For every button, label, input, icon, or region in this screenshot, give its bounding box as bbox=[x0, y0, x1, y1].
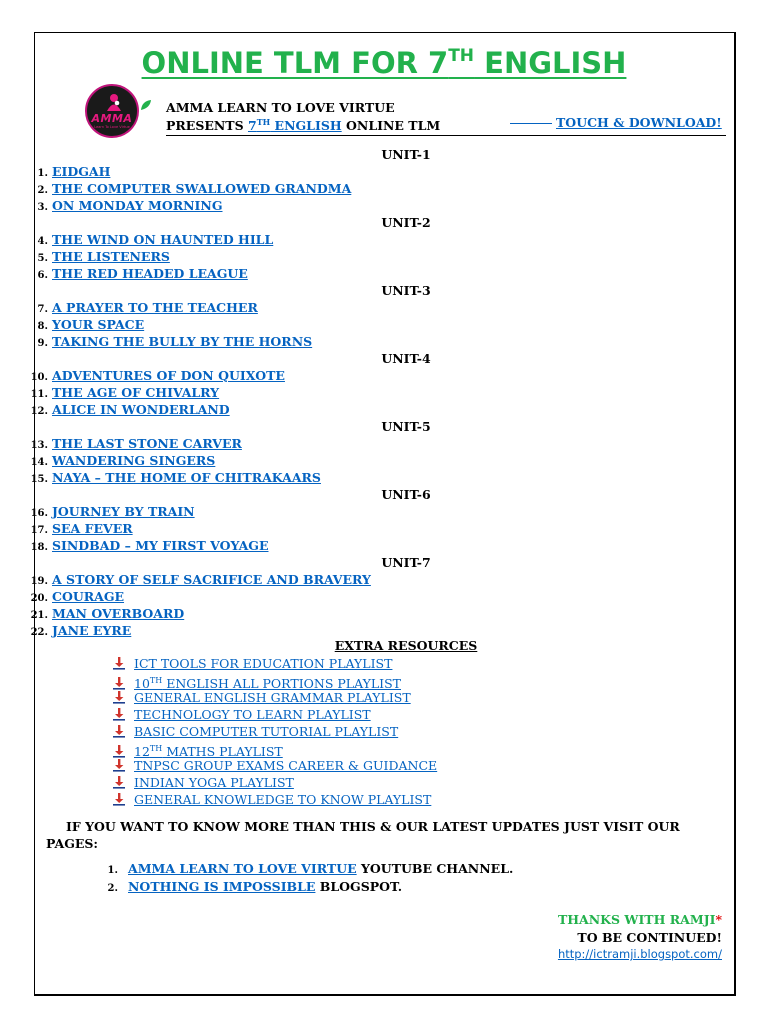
lesson-link[interactable]: THE RED HEADED LEAGUE bbox=[52, 266, 248, 281]
blog-url-link[interactable]: http://ictramji.blogspot.com/ bbox=[557, 947, 722, 961]
lesson-item bbox=[0, 180, 768, 197]
lesson-item bbox=[0, 537, 768, 554]
lesson-link[interactable]: A PRAYER TO THE TEACHER bbox=[52, 300, 258, 315]
header-presents: PRESENTS 7TH ENGLISH ONLINE TLM bbox=[166, 117, 441, 134]
leaf-icon bbox=[140, 99, 152, 111]
lesson-item bbox=[0, 469, 768, 486]
lesson-number: 18. bbox=[30, 542, 48, 553]
page-item bbox=[0, 878, 513, 896]
header bbox=[166, 100, 726, 136]
lesson-number: 5. bbox=[37, 253, 48, 264]
lesson-item bbox=[0, 231, 768, 248]
lesson-item bbox=[0, 503, 768, 520]
touch-download-link[interactable]: TOUCH & DOWNLOAD! bbox=[510, 115, 722, 130]
amma-logo bbox=[85, 84, 139, 138]
lesson-number: 21. bbox=[30, 610, 48, 621]
lesson-item bbox=[0, 163, 768, 180]
lesson-number: 7. bbox=[37, 304, 48, 315]
resource-link[interactable]: TECHNOLOGY TO LEARN PLAYLIST bbox=[134, 707, 371, 722]
bullet-arrow-icon bbox=[112, 775, 134, 793]
lesson-link[interactable]: JOURNEY BY TRAIN bbox=[52, 504, 195, 519]
resource-link[interactable]: GENERAL KNOWLEDGE TO KNOW PLAYLIST bbox=[134, 792, 432, 807]
visit-note: IF YOU WANT TO KNOW MORE THAN THIS & OUR LATEST UPDATES JUST VISIT OUR PAGES: bbox=[46, 819, 680, 851]
lesson-item bbox=[0, 197, 768, 214]
lesson-number: 12. bbox=[30, 406, 48, 417]
unit-heading: UNIT-7 bbox=[381, 555, 431, 570]
lesson-number: 16. bbox=[30, 508, 48, 519]
lesson-link[interactable]: COURAGE bbox=[52, 589, 125, 604]
page-suffix: BLOGSPOT. bbox=[315, 879, 403, 894]
lesson-link[interactable]: WANDERING SINGERS bbox=[52, 453, 216, 468]
logo-brand: AMMA bbox=[91, 112, 133, 125]
lesson-item bbox=[0, 452, 768, 469]
units-list bbox=[0, 146, 768, 639]
page-item bbox=[0, 860, 513, 878]
resource-item bbox=[112, 672, 437, 692]
resource-item bbox=[112, 655, 437, 672]
unit-heading: UNIT-5 bbox=[381, 419, 431, 434]
unit-heading: UNIT-2 bbox=[381, 215, 431, 230]
lesson-link[interactable]: ALICE IN WONDERLAND bbox=[52, 402, 230, 417]
resource-link[interactable]: BASIC COMPUTER TUTORIAL PLAYLIST bbox=[134, 724, 399, 739]
lesson-number: 22. bbox=[30, 627, 48, 638]
unit-heading: UNIT-1 bbox=[381, 147, 431, 162]
thanks-note: THANKS WITH RAMJI* bbox=[557, 912, 722, 927]
lesson-number: 14. bbox=[30, 457, 48, 468]
extra-resources-list bbox=[112, 655, 437, 808]
lesson-item bbox=[0, 384, 768, 401]
lesson-number: 20. bbox=[30, 593, 48, 604]
bullet-arrow-icon bbox=[112, 724, 134, 742]
lesson-item bbox=[0, 588, 768, 605]
lesson-item bbox=[0, 248, 768, 265]
page-link[interactable]: AMMA LEARN TO LOVE VIRTUE bbox=[128, 861, 357, 876]
bullet-arrow-icon bbox=[112, 690, 134, 708]
unit-heading: UNIT-6 bbox=[381, 487, 431, 502]
logo-tagline: Learn To Love Virtue bbox=[94, 125, 130, 129]
lesson-item bbox=[0, 605, 768, 622]
resource-item bbox=[112, 723, 437, 740]
lesson-link[interactable]: YOUR SPACE bbox=[52, 317, 145, 332]
page-number: 2. bbox=[107, 883, 118, 894]
mother-child-icon bbox=[104, 92, 124, 112]
bullet-arrow-icon bbox=[112, 656, 134, 674]
resource-link[interactable]: GENERAL ENGLISH GRAMMAR PLAYLIST bbox=[134, 690, 411, 705]
to-be-continued: TO BE CONTINUED! bbox=[577, 930, 722, 945]
lesson-number: 3. bbox=[37, 202, 48, 213]
lesson-link[interactable]: SEA FEVER bbox=[52, 521, 133, 536]
lesson-number: 1. bbox=[37, 168, 48, 179]
resource-link[interactable]: TNPSC GROUP EXAMS CAREER & GUIDANCE bbox=[134, 758, 438, 773]
page-title: ONLINE TLM FOR 7TH ENGLISH bbox=[141, 46, 627, 80]
resource-item bbox=[112, 706, 437, 723]
lesson-number: 11. bbox=[30, 389, 48, 400]
resource-item bbox=[112, 757, 437, 774]
lesson-number: 2. bbox=[37, 185, 48, 196]
lesson-number: 13. bbox=[30, 440, 48, 451]
resource-item bbox=[112, 740, 437, 760]
lesson-item bbox=[0, 367, 768, 384]
header-org-name: AMMA LEARN TO LOVE VIRTUE bbox=[166, 100, 395, 115]
extra-resources-heading: EXTRA RESOURCES bbox=[334, 638, 478, 653]
lesson-item bbox=[0, 333, 768, 350]
bullet-arrow-icon bbox=[112, 758, 134, 776]
lesson-link[interactable]: JANE EYRE bbox=[52, 623, 132, 638]
lesson-item bbox=[0, 622, 768, 639]
lesson-link[interactable]: ADVENTURES OF DON QUIXOTE bbox=[52, 368, 285, 383]
resource-item bbox=[112, 689, 437, 706]
lesson-number: 4. bbox=[37, 236, 48, 247]
lesson-number: 15. bbox=[30, 474, 48, 485]
lesson-link[interactable]: THE COMPUTER SWALLOWED GRANDMA bbox=[52, 181, 352, 196]
lesson-link[interactable]: A STORY OF SELF SACRIFICE AND BRAVERY bbox=[52, 572, 371, 587]
resource-link[interactable]: ICT TOOLS FOR EDUCATION PLAYLIST bbox=[134, 656, 393, 671]
resource-link[interactable]: 10TH ENGLISH ALL PORTIONS PLAYLIST bbox=[134, 676, 401, 692]
bullet-arrow-icon bbox=[112, 707, 134, 725]
lesson-item bbox=[0, 265, 768, 282]
lesson-link[interactable]: TAKING THE BULLY BY THE HORNS bbox=[52, 334, 313, 349]
lesson-number: 6. bbox=[37, 270, 48, 281]
lesson-item bbox=[0, 435, 768, 452]
lesson-item bbox=[0, 316, 768, 333]
lesson-item bbox=[0, 571, 768, 588]
pages-list bbox=[0, 860, 513, 896]
resource-link[interactable]: 12TH MATHS PLAYLIST bbox=[134, 744, 283, 760]
english-link[interactable]: 7TH ENGLISH bbox=[247, 117, 342, 134]
lesson-link[interactable]: THE AGE OF CHIVALRY bbox=[52, 385, 220, 400]
resource-item bbox=[112, 791, 437, 808]
lesson-link[interactable]: THE LAST STONE CARVER bbox=[52, 436, 242, 451]
lesson-link[interactable]: THE WIND ON HAUNTED HILL bbox=[52, 232, 274, 247]
bullet-arrow-icon bbox=[112, 792, 134, 810]
lesson-item bbox=[0, 299, 768, 316]
lesson-link[interactable]: ON MONDAY MORNING bbox=[52, 198, 223, 213]
lesson-item bbox=[0, 520, 768, 537]
lesson-link[interactable]: NAYA – THE HOME OF CHITRAKAARS bbox=[52, 470, 321, 485]
page-suffix: YOUTUBE CHANNEL. bbox=[356, 861, 514, 876]
lesson-link[interactable]: EIDGAH bbox=[52, 164, 111, 179]
lesson-link[interactable]: MAN OVERBOARD bbox=[52, 606, 185, 621]
resource-item bbox=[112, 774, 437, 791]
unit-heading: UNIT-3 bbox=[381, 283, 431, 298]
resource-link[interactable]: INDIAN YOGA PLAYLIST bbox=[134, 775, 294, 790]
page-number: 1. bbox=[107, 865, 118, 876]
lesson-number: 8. bbox=[37, 321, 48, 332]
lesson-number: 9. bbox=[37, 338, 48, 349]
lesson-link[interactable]: THE LISTENERS bbox=[52, 249, 170, 264]
lesson-item bbox=[0, 401, 768, 418]
lesson-number: 17. bbox=[30, 525, 48, 536]
lesson-number: 10. bbox=[30, 372, 48, 383]
unit-heading: UNIT-4 bbox=[381, 351, 431, 366]
lesson-link[interactable]: SINDBAD – MY FIRST VOYAGE bbox=[52, 538, 269, 553]
page-link[interactable]: NOTHING IS IMPOSSIBLE bbox=[128, 879, 316, 894]
lesson-number: 19. bbox=[30, 576, 48, 587]
